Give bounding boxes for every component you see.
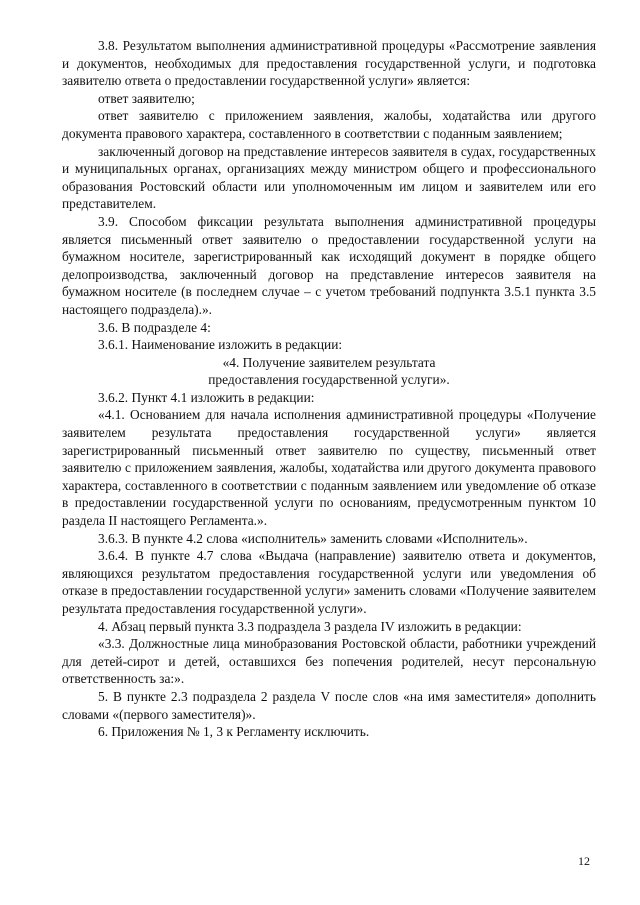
paragraph-4-1: «4.1. Основанием для начала исполнения административной процедуры «Получение заявителем результата предоставления государственной услуги» является зарегистрированный письменный ответ заявителю по существу, письменный ответ заявителю с приложением заявления, жалобы, ходатайства или другого документа правового характера, составленного в соответствии с поданным заявлением или уведомление об отказе в предоставлении государственной услуги по основаниям, предусмотренным пунктом 10 раздела II настоящего Регламента.».: [62, 407, 596, 529]
paragraph-3-8: 3.8. Результатом выполнения административной процедуры «Рассмотрение заявления и документов, необходимых для предоставления государственной услуги, и подготовка заявителю ответа о предоставлении государственной услуги» является:: [62, 38, 596, 89]
paragraph-4: 4. Абзац первый пункта 3.3 подраздела 3 раздела IV изложить в редакции:: [98, 618, 522, 634]
page-number: 12: [578, 854, 590, 868]
paragraph-5: 5. В пункте 2.3 подраздела 2 раздела V после слов «на имя заместителя» дополнить словами «(первого заместителя)».: [62, 688, 596, 722]
paragraph-3-9: 3.9. Способом фиксации результата выполнения административной процедуры является письменный ответ заявителю о предоставлении государственной услуги на бумажном носителе, зарегистрированный как исходящий документ в порядке общего делопроизводства, заключенный договор на представление интересов заявителя на бумажном носителе (в последнем случае – с учетом требований подпункта 3.5.1 пункта 3.5 настоящего подраздела).».: [62, 213, 596, 317]
paragraph-3-6-4: 3.6.4. В пункте 4.7 слова «Выдача (направление) заявителю ответа и документов, являющихся результатом предоставления государственной услуги или уведомления об отказе в предоставлении государственной услуги» заменить словами «Получение заявителем результата предоставления государственной услуги».: [62, 548, 596, 616]
centered-heading-line-1: «4. Получение заявителем результата: [222, 354, 436, 370]
paragraph-answer: ответ заявителю;: [98, 90, 195, 106]
paragraph-3-3: «3.3. Должностные лица минобразования Ростовской области, работники учреждений для детей-сирот и детей, оставшихся без попечения родителей, несут персональную ответственность за:».: [62, 636, 596, 687]
paragraph-3-6: 3.6. В подразделе 4:: [98, 319, 211, 335]
paragraph-contract: заключенный договор на представление интересов заявителя в судах, государственных и муниципальных органах, организациях между министром общего и профессионального образования Ростовский области или уполномоченным им лицом и заявителем или его представителем.: [62, 143, 596, 212]
centered-heading-line-2: предоставления государственной услуги».: [208, 372, 450, 388]
paragraph-3-6-1: 3.6.1. Наименование изложить в редакции:: [98, 337, 343, 353]
paragraph-answer-with-attachment: ответ заявителю с приложением заявления, жалобы, ходатайства или другого документа правового характера, составленного в соответствии с поданным заявлением;: [62, 108, 596, 141]
paragraph-3-6-3: 3.6.3. В пункте 4.2 слова «исполнитель» заменить словами «Исполнитель».: [98, 530, 528, 546]
document-page: [62, 37, 596, 741]
paragraph-3-6-2: 3.6.2. Пункт 4.1 изложить в редакции:: [98, 389, 315, 405]
paragraph-6: 6. Приложения № 1, 3 к Регламенту исключить.: [98, 724, 370, 740]
